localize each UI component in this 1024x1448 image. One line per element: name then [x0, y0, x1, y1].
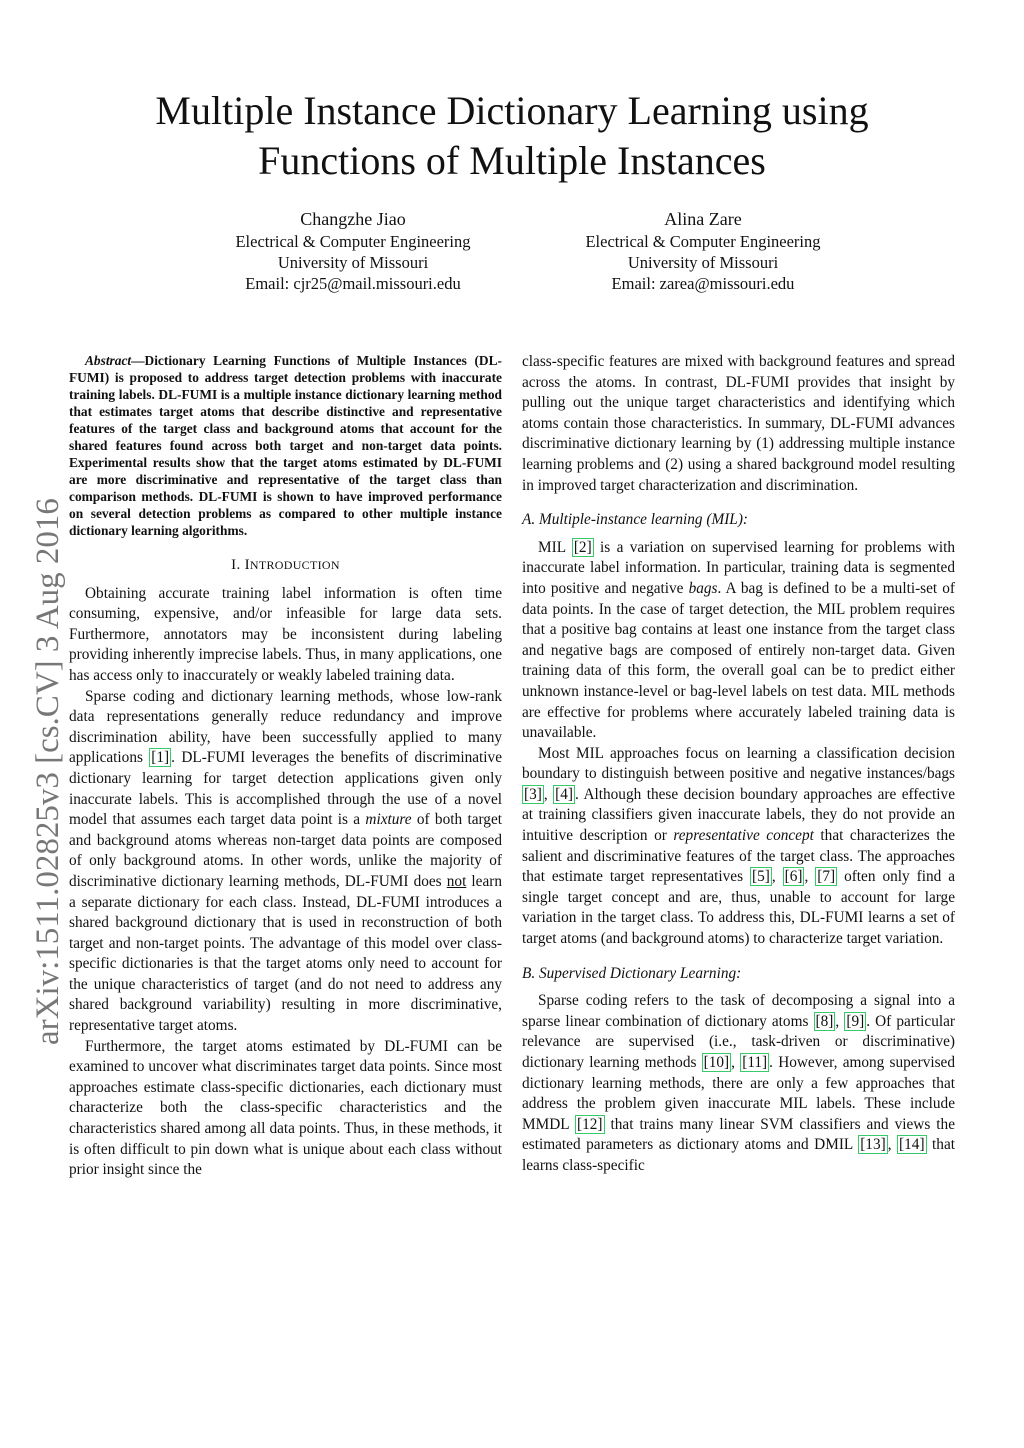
- right-column: [522, 352, 955, 1177]
- intro-paragraph-1: Obtaining accurate training label information is often time consuming, expensive, and/or infeasible for large data sets. Furthermore, annotators may be inconsistent during labeling providing inherently imprecise labels. Thus, in many applications, one has access only to inaccurately or weakly labeled training data.: [69, 584, 502, 684]
- text-run: that trains many linear SVM classifiers and views the estimated parameters as dictionary atoms and DMIL: [522, 1115, 955, 1154]
- author-univ: University of Missouri: [277, 253, 429, 272]
- citation-link[interactable]: [8]: [815, 1012, 834, 1030]
- text-run: of both target and background atoms whereas non-target data points are composed of only background atoms. In other words, unlike the majority of discriminative dictionary learning methods, DL-FUMI does: [69, 811, 502, 890]
- citation-link[interactable]: [9]: [846, 1012, 865, 1030]
- text-run: . A bag is defined to be a multi-set of data points. In the case of target detection, the MIL problem requires that a positive bag contains at least one instance from the target class and negative bags are composed of entirely non-target data. Given training data of this form, the overall goal can be to predict either unknown instance-level or bag-level labels on test data. MIL methods are effective for problems where accurately labeled training data is unavailable.: [522, 579, 955, 742]
- author-block-1: [188, 207, 518, 294]
- citation-link[interactable]: [5]: [752, 868, 770, 886]
- text-run: Most MIL approaches focus on learning a classification decision boundary to distinguish between positive and negative instances/bags: [522, 744, 955, 783]
- abstract-label: Abstract: [85, 353, 132, 368]
- text-run: . Of particular relevance are supervised (i.e., task-driven or discriminative) dictionary learning methods: [522, 1012, 955, 1071]
- text-run: Sparse coding and dictionary learning methods, whose low-rank data representations generally reduce redundancy and improve discrimination ability, have been successfully applied to many applications: [69, 687, 502, 767]
- section-heading-introduction: [69, 555, 502, 576]
- citation-link[interactable]: [2]: [573, 538, 592, 556]
- subsection-heading-mil: A. Multiple-instance learning (MIL):: [522, 511, 749, 529]
- text-run: that characterizes the salient and discriminative features of the target class. The approaches that estimate target representatives: [522, 827, 955, 886]
- text-run: often only find a single target concept and are, thus, unable to account for large variation in the target class. To address this, DL-FUMI learns a set of target atoms (and background atoms) to characterize target variation.: [522, 868, 955, 948]
- emphasis: representative concept: [673, 827, 814, 845]
- author-name: Changzhe Jiao: [300, 209, 406, 229]
- citation-link[interactable]: [13]: [860, 1136, 886, 1154]
- underlined-word: not: [446, 872, 467, 890]
- author-email: Email: zarea@missouri.edu: [611, 274, 795, 293]
- text-run: MIL: [538, 538, 572, 556]
- mil-paragraph-1: [522, 538, 955, 744]
- title-line-1: Multiple Instance Dictionary Learning using: [155, 88, 869, 133]
- emphasis: mixture: [365, 811, 412, 829]
- text-run: . Although these decision boundary approaches are effective at training classifiers given inaccurate labels, they do not provide an intuitive description or: [522, 785, 955, 845]
- mil-paragraph-2: Most MIL approaches focus on learning a classification decision boundary to distinguish between positive and negative instances/bags [3] , [4] . Although these decision boundary approaches are effective at training classifiers given inaccurate labels, they do not provide an intuitive description or representative concept that characterizes the salient and discriminative features of the target class. The approaches that estimate target representatives [5] , [6] , [7] often only find a single target concept and are, thus, unable to account for large variation in the target class. To address this, DL-FUMI learns a set of target atoms (and background atoms) to characterize target variation.: [522, 744, 955, 948]
- section-numeral: I.: [231, 557, 241, 573]
- text-run: . DL-FUMI leverages the benefits of discriminative dictionary learning for target detection applications given only inaccurate labels. This is accomplished through the use of a novel model that assumes each target data point is a: [69, 749, 502, 829]
- author-name: Alina Zare: [664, 209, 742, 229]
- text-run: learn a separate dictionary for each class. Instead, DL-FUMI introduces a shared background dictionary that is used in reconstruction of both target and non-target points. The advantage of this model over class-specific dictionaries is that the target atoms only need to account for the unique characteristics of target (and do not need to address any shared background variability) resulting in more discriminative, representative target atoms.: [69, 872, 502, 1035]
- citation-link[interactable]: [10]: [703, 1054, 730, 1071]
- citation-link[interactable]: [6]: [784, 868, 803, 886]
- left-column: [69, 352, 502, 1181]
- title-line-2: Functions of Multiple Instances: [258, 138, 766, 183]
- citation-link[interactable]: [4]: [555, 785, 573, 803]
- abstract-text: —Dictionary Learning Functions of Multiple Instances (DL-FUMI) is proposed to address target detection problems with inaccurate training labels. DL-FUMI is a multiple instance dictionary learning method that estimates target atoms that describe distinctive and representative features of the target class and background atoms that account for the shared features found across both target and non-target data points. Experimental results show that the target atoms estimated by DL-FUMI are more discriminative and representative of the target class than comparison methods. DL-FUMI is shown to have improved performance on several detection problems as compared to other multiple instance dictionary learning algorithms.: [69, 353, 502, 538]
- author-block-2: [538, 207, 868, 294]
- citation-link[interactable]: [7]: [817, 868, 836, 886]
- paper-title: [0, 86, 1024, 186]
- citation-link[interactable]: [3]: [524, 785, 542, 803]
- author-email: Email: cjr25@mail.missouri.edu: [245, 274, 461, 293]
- right-paragraph-0: class-specific features are mixed with background features and spread across the atoms. In contrast, DL-FUMI provides that insight by pulling out the unique target characteristics and identifying which atoms contain those characteristics. In summary, DL-FUMI advances discriminative dictionary learning by (1) addressing multiple instance learning problems and (2) using a shared background model resulting in improved target characterization and discrimination.: [522, 353, 955, 494]
- text-run: Sparse coding refers to the task of decomposing a signal into a sparse linear combination of dictionary atoms: [522, 992, 955, 1030]
- intro-paragraph-2: [69, 687, 502, 1037]
- abstract: [69, 352, 502, 539]
- subsection-heading-supervised: B. Supervised Dictionary Learning:: [522, 964, 742, 982]
- citation-link[interactable]: [12]: [577, 1115, 603, 1133]
- arxiv-identifier: arXiv:1511.02825v3 [cs.CV] 3 Aug 2016: [30, 498, 66, 1045]
- text-run: is a variation on supervised learning for problems with inaccurate label information. In particular, training data is segmented into positive and negative: [522, 538, 956, 597]
- text-run: that learns class-specific: [522, 1136, 955, 1174]
- emphasis: bags: [688, 579, 718, 597]
- heading-first: I: [244, 557, 250, 573]
- author-dept: Electrical & Computer Engineering: [585, 232, 821, 251]
- citation-link[interactable]: [14]: [899, 1136, 925, 1154]
- citation-link[interactable]: [1]: [151, 749, 170, 767]
- sdl-paragraph-1: Sparse coding refers to the task of decomposing a signal into a sparse linear combination of dictionary atoms [8] , [9] . Of particular relevance are supervised (i.e., task-driven or discriminative) dictionary learning methods [10] , [11] . However, among supervised dictionary learning methods, there are only a few approaches that address the problem given inaccurate MIL labels. These include MMDL [12] that trains many linear SVM classifiers and views the estimated parameters as dictionary atoms and DMIL [13] , [14] that learns class-specific: [522, 992, 955, 1174]
- text-run: . However, among supervised dictionary learning methods, there are only a few approaches that address the problem given inaccurate MIL labels. These include MMDL: [522, 1054, 955, 1133]
- author-univ: University of Missouri: [627, 253, 779, 272]
- citation-link[interactable]: [11]: [742, 1054, 768, 1071]
- heading-rest: NTRODUCTION: [249, 558, 340, 572]
- intro-paragraph-3: Furthermore, the target atoms estimated by DL-FUMI can be examined to uncover what discriminates target data points. Since most approaches estimate class-specific dictionaries, each dictionary must characterize both the class-specific characteristics and the characteristics shared among all data points. Thus, in these methods, it is often difficult to pin down what is unique about each class without prior insight since the: [69, 1037, 502, 1179]
- author-dept: Electrical & Computer Engineering: [235, 232, 471, 251]
